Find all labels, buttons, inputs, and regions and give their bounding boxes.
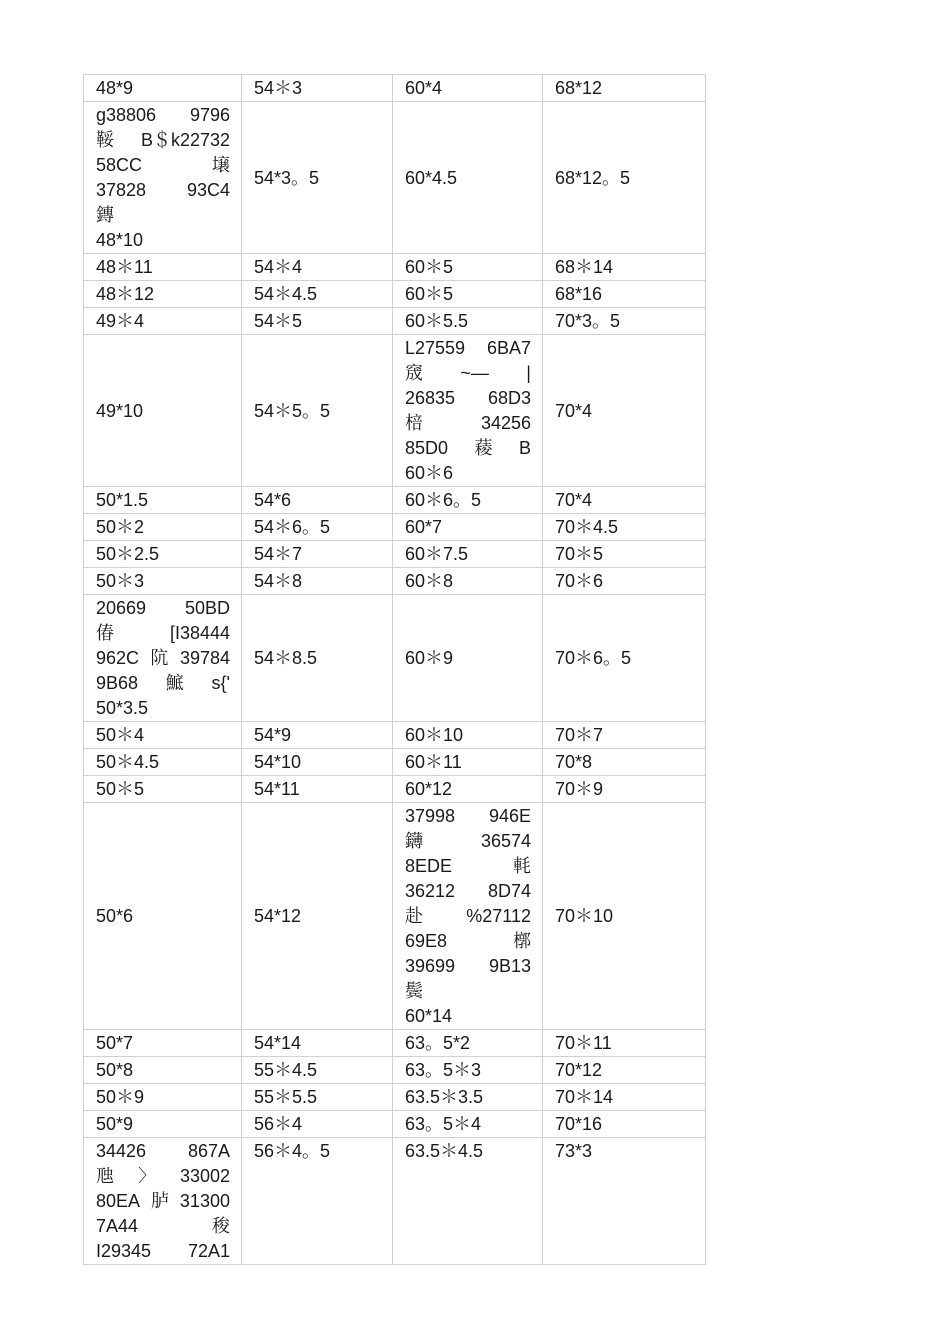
table-cell bbox=[84, 514, 242, 541]
table-row bbox=[84, 722, 706, 749]
table-cell bbox=[84, 776, 242, 803]
table-cell bbox=[242, 722, 393, 749]
table-cell bbox=[242, 803, 393, 1030]
table-row bbox=[84, 514, 706, 541]
cell-line: 34426 867A bbox=[96, 1141, 230, 1161]
table-row bbox=[84, 595, 706, 722]
cell-line: 37828 93C4 bbox=[96, 180, 230, 200]
table-cell bbox=[393, 514, 543, 541]
table-cell bbox=[84, 75, 242, 102]
table-cell bbox=[393, 487, 543, 514]
table-cell bbox=[84, 1111, 242, 1138]
table-cell bbox=[543, 1084, 706, 1111]
table-cell bbox=[242, 335, 393, 487]
table-cell bbox=[242, 1030, 393, 1057]
table-cell bbox=[543, 102, 706, 254]
cell-line: 70*12 bbox=[555, 1060, 603, 1080]
table-cell bbox=[84, 335, 242, 487]
cell-line: 70＊9 bbox=[555, 779, 604, 799]
table-cell bbox=[393, 102, 543, 254]
cell-line: 68＊14 bbox=[555, 257, 614, 277]
cell-line: 20669 50BD bbox=[96, 598, 230, 618]
cell-line: 60*4 bbox=[405, 78, 443, 98]
cell-line: 58CC 壌 bbox=[96, 155, 230, 175]
table-cell bbox=[242, 487, 393, 514]
cell-line: 70＊5 bbox=[555, 544, 604, 564]
cell-line: 70*16 bbox=[555, 1114, 603, 1134]
cell-line: 70*4 bbox=[555, 400, 593, 421]
cell-line: 36212 8D74 bbox=[405, 881, 531, 901]
cell-line: 70＊6。5 bbox=[555, 648, 632, 668]
table-cell bbox=[393, 595, 543, 722]
table-cell bbox=[393, 308, 543, 335]
cell-line: 85D0 薐 B bbox=[405, 438, 531, 458]
cell-line: 54＊6。5 bbox=[254, 517, 331, 537]
cell-line: 54＊5 bbox=[254, 311, 303, 331]
table-cell bbox=[242, 254, 393, 281]
cell-line: g38806 9796 bbox=[96, 105, 230, 125]
cell-line: 69E8 槨 bbox=[405, 931, 531, 951]
cell-line: 60＊6 bbox=[405, 463, 454, 483]
cell-line: 68*16 bbox=[555, 284, 603, 304]
cell-line: 70*3。5 bbox=[555, 311, 621, 331]
table-row bbox=[84, 776, 706, 803]
cell-line: 54*12 bbox=[254, 906, 302, 926]
table-cell bbox=[242, 749, 393, 776]
cell-line: 60＊5.5 bbox=[405, 311, 469, 331]
table-cell bbox=[84, 568, 242, 595]
cell-line: 80EA 胪 31300 bbox=[96, 1191, 230, 1211]
table-cell bbox=[242, 281, 393, 308]
cell-line: 54*6 bbox=[254, 490, 292, 510]
cell-line: 60*14 bbox=[405, 1006, 453, 1026]
cell-line: 68*12。5 bbox=[555, 167, 631, 188]
table-cell bbox=[242, 1111, 393, 1138]
table-cell bbox=[543, 776, 706, 803]
table-cell bbox=[543, 308, 706, 335]
cell-line: 50*3.5 bbox=[96, 698, 149, 718]
cell-line: 54*9 bbox=[254, 725, 292, 745]
cell-line: 鑮 36574 bbox=[405, 831, 531, 851]
cell-line: 63.5＊4.5 bbox=[405, 1141, 484, 1161]
cell-line: 50＊4 bbox=[96, 725, 145, 745]
table-cell bbox=[242, 1084, 393, 1111]
table-cell bbox=[393, 1138, 543, 1265]
table-cell bbox=[543, 75, 706, 102]
cell-line: 63.5＊3.5 bbox=[405, 1087, 484, 1107]
cell-line: 50＊2 bbox=[96, 517, 145, 537]
cell-line: 39699 9B13 bbox=[405, 956, 531, 976]
cell-line: 56＊4 bbox=[254, 1114, 303, 1134]
cell-line: 8EDE 軞 bbox=[405, 856, 531, 876]
cell-line: 70*4 bbox=[555, 490, 593, 510]
cell-line: 73*3 bbox=[555, 1141, 593, 1161]
cell-line: 55＊4.5 bbox=[254, 1060, 318, 1080]
table-cell bbox=[393, 75, 543, 102]
table-cell bbox=[543, 749, 706, 776]
table-cell bbox=[543, 803, 706, 1030]
table-cell bbox=[84, 281, 242, 308]
table-cell bbox=[84, 1084, 242, 1111]
table-cell bbox=[242, 776, 393, 803]
table-row bbox=[84, 254, 706, 281]
table-cell bbox=[393, 1057, 543, 1084]
cell-line: 54＊8 bbox=[254, 571, 303, 591]
table-cell bbox=[242, 1138, 393, 1265]
table-cell bbox=[543, 487, 706, 514]
cell-line: 54*3。5 bbox=[254, 167, 320, 188]
table-cell bbox=[543, 1030, 706, 1057]
cell-line: 60＊10 bbox=[405, 725, 464, 745]
table-cell bbox=[84, 1030, 242, 1057]
table-cell bbox=[84, 595, 242, 722]
table-row bbox=[84, 1030, 706, 1057]
table-row bbox=[84, 749, 706, 776]
cell-line: 鏄 bbox=[96, 205, 114, 225]
table-row bbox=[84, 1057, 706, 1084]
cell-line: 鬓 bbox=[405, 981, 423, 1001]
cell-line: 48＊12 bbox=[96, 284, 155, 304]
table-row bbox=[84, 308, 706, 335]
table-cell bbox=[84, 722, 242, 749]
cell-line: 48*9 bbox=[96, 78, 134, 98]
cell-line: 54＊7 bbox=[254, 544, 303, 564]
table-cell bbox=[242, 75, 393, 102]
cell-line: 63。5＊4 bbox=[405, 1114, 482, 1134]
cell-line: 50*6 bbox=[96, 906, 134, 926]
table-cell bbox=[242, 102, 393, 254]
table-cell bbox=[543, 722, 706, 749]
cell-line: 56＊4。5 bbox=[254, 1141, 331, 1161]
cell-line: 50*9 bbox=[96, 1114, 134, 1134]
table-cell bbox=[84, 102, 242, 254]
cell-line: 60＊9 bbox=[405, 648, 454, 668]
table-cell bbox=[84, 254, 242, 281]
table-row bbox=[84, 541, 706, 568]
cell-line: 70＊6 bbox=[555, 571, 604, 591]
cell-line: 60＊6。5 bbox=[405, 490, 482, 510]
cell-line: 37998 946E bbox=[405, 806, 531, 826]
table-cell bbox=[393, 776, 543, 803]
table-row bbox=[84, 1084, 706, 1111]
cell-line: 48＊11 bbox=[96, 257, 153, 277]
cell-line: 63。5*2 bbox=[405, 1033, 471, 1053]
table-cell bbox=[242, 595, 393, 722]
cell-line: 赴 %27112 bbox=[405, 906, 531, 926]
cell-line: 70*8 bbox=[555, 752, 593, 772]
table-cell bbox=[393, 281, 543, 308]
table-cell bbox=[543, 568, 706, 595]
cell-line: 偆 [I38444 bbox=[96, 623, 230, 643]
table-cell bbox=[393, 568, 543, 595]
cell-line: 54*14 bbox=[254, 1033, 302, 1053]
table-row bbox=[84, 487, 706, 514]
table-row bbox=[84, 335, 706, 487]
table-cell bbox=[242, 568, 393, 595]
table-row bbox=[84, 1138, 706, 1265]
table-cell bbox=[393, 722, 543, 749]
cell-line: 70＊14 bbox=[555, 1087, 614, 1107]
table-cell bbox=[393, 1030, 543, 1057]
table-cell bbox=[543, 541, 706, 568]
cell-line: 54＊3 bbox=[254, 78, 303, 98]
cell-line: 48*10 bbox=[96, 230, 144, 250]
cell-line: 50＊5 bbox=[96, 779, 145, 799]
cell-line: 49*10 bbox=[96, 400, 144, 421]
cell-line: 鞖 B＄k22732 bbox=[96, 130, 230, 150]
table-cell bbox=[543, 281, 706, 308]
table-cell bbox=[393, 254, 543, 281]
cell-line: 54＊8.5 bbox=[254, 648, 318, 668]
table-row bbox=[84, 803, 706, 1030]
table-row bbox=[84, 281, 706, 308]
cell-line: 54*11 bbox=[254, 779, 300, 799]
table-cell bbox=[543, 1111, 706, 1138]
cell-line: 60＊5 bbox=[405, 257, 454, 277]
cell-line: 60*7 bbox=[405, 517, 443, 537]
table-cell bbox=[393, 803, 543, 1030]
cell-line: 60＊8 bbox=[405, 571, 454, 591]
cell-line: 9B68 鯳 s{' bbox=[96, 673, 230, 693]
cell-line: 55＊5.5 bbox=[254, 1087, 318, 1107]
cell-line: 63。5＊3 bbox=[405, 1060, 482, 1080]
size-table bbox=[83, 74, 706, 1265]
table-cell bbox=[84, 541, 242, 568]
table-cell bbox=[543, 1057, 706, 1084]
table-cell bbox=[543, 514, 706, 541]
cell-line: 50＊9 bbox=[96, 1087, 145, 1107]
table-cell bbox=[84, 1138, 242, 1265]
cell-line: 60＊11 bbox=[405, 752, 462, 772]
cell-line: 50＊3 bbox=[96, 571, 145, 591]
table-cell bbox=[84, 749, 242, 776]
table-cell bbox=[84, 308, 242, 335]
cell-line: 70＊11 bbox=[555, 1033, 612, 1053]
cell-line: 虺 〉 33002 bbox=[96, 1166, 230, 1186]
cell-line: 54＊5。5 bbox=[254, 400, 331, 421]
cell-line: 60＊5 bbox=[405, 284, 454, 304]
cell-line: 26835 68D3 bbox=[405, 388, 531, 408]
cell-line: 60*12 bbox=[405, 779, 453, 799]
table-row bbox=[84, 568, 706, 595]
table-cell bbox=[393, 335, 543, 487]
cell-line: 49＊4 bbox=[96, 311, 145, 331]
cell-line: 70＊10 bbox=[555, 906, 614, 926]
cell-line: 54＊4 bbox=[254, 257, 303, 277]
table-cell bbox=[543, 254, 706, 281]
cell-line: 54*10 bbox=[254, 752, 302, 772]
cell-line: 60＊7.5 bbox=[405, 544, 469, 564]
table-row bbox=[84, 75, 706, 102]
cell-line: 棓 34256 bbox=[405, 413, 531, 433]
table-row bbox=[84, 1111, 706, 1138]
cell-line: 50＊4.5 bbox=[96, 752, 160, 772]
table-cell bbox=[242, 541, 393, 568]
cell-line: 70＊7 bbox=[555, 725, 604, 745]
table-cell bbox=[543, 1138, 706, 1265]
cell-line: 50*7 bbox=[96, 1033, 134, 1053]
table-cell bbox=[393, 1084, 543, 1111]
table-cell bbox=[543, 595, 706, 722]
cell-line: I29345 72A1 bbox=[96, 1241, 230, 1261]
cell-line: 50*1.5 bbox=[96, 490, 149, 510]
cell-line: L27559 6BA7 bbox=[405, 338, 531, 358]
table-row bbox=[84, 102, 706, 254]
table-cell bbox=[84, 1057, 242, 1084]
cell-line: 54＊4.5 bbox=[254, 284, 318, 304]
cell-line: 50＊2.5 bbox=[96, 544, 160, 564]
table-cell bbox=[242, 308, 393, 335]
cell-line: 7A44 稄 bbox=[96, 1216, 230, 1236]
cell-line: 70＊4.5 bbox=[555, 517, 619, 537]
table-cell bbox=[242, 1057, 393, 1084]
table-cell bbox=[84, 487, 242, 514]
cell-line: 窚 ~— | bbox=[405, 363, 531, 383]
cell-line: 50*8 bbox=[96, 1060, 134, 1080]
cell-line: 68*12 bbox=[555, 78, 603, 98]
table-cell bbox=[242, 514, 393, 541]
table-cell bbox=[393, 541, 543, 568]
size-table-body bbox=[84, 75, 706, 1265]
table-cell bbox=[543, 335, 706, 487]
table-cell bbox=[393, 749, 543, 776]
cell-line: 962C 阬 39784 bbox=[96, 648, 230, 668]
table-cell bbox=[84, 803, 242, 1030]
table-cell bbox=[393, 1111, 543, 1138]
cell-line: 60*4.5 bbox=[405, 167, 458, 188]
